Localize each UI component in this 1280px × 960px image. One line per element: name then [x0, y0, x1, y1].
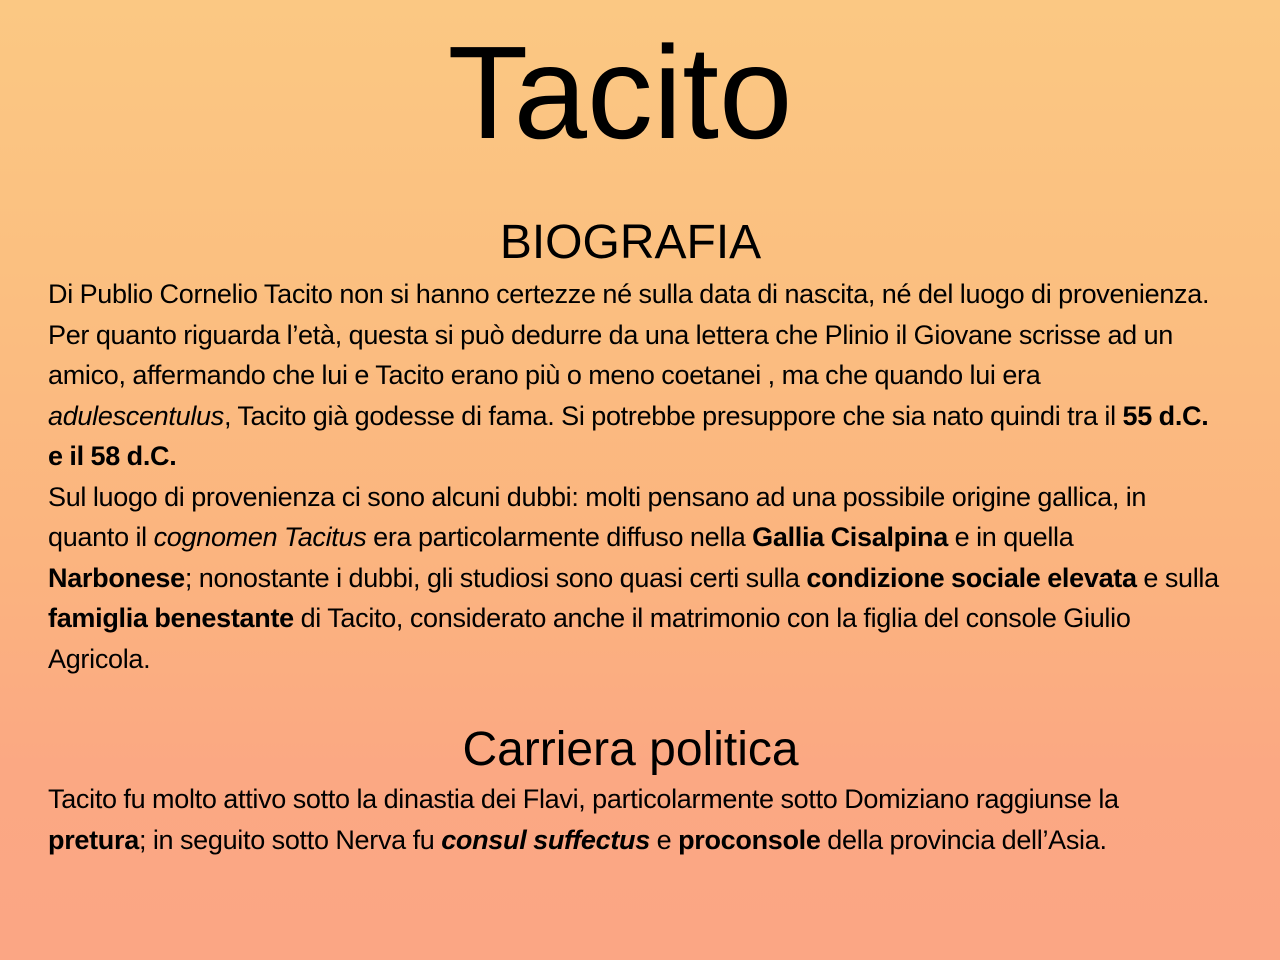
- text-run: Tacito fu molto attivo sotto la dinastia dei Flavi, particolarmente sotto Domiziano raggiunse la: [48, 784, 1119, 814]
- text-run: condizione sociale elevata: [806, 562, 1137, 593]
- text-run: e sulla: [1136, 562, 1219, 593]
- text-run: della provincia dell’Asia.: [820, 824, 1107, 855]
- biography-paragraph-2: [48, 477, 1223, 680]
- text-run: Narbonese: [48, 562, 185, 593]
- biography-heading: BIOGRAFIA: [499, 216, 762, 269]
- text-run: pretura: [48, 824, 139, 855]
- text-run: e in quella: [947, 522, 1074, 552]
- text-run: Sul luogo di provenienza ci sono alcuni dubbi: molti pensano ad una possibile origine gallica, in quanto il: [48, 481, 1147, 552]
- text-run: Gallia Cisalpina: [752, 522, 948, 552]
- text-run: cognomen Tacitus: [153, 522, 367, 552]
- text-run: era particolarmente diffuso nella: [366, 522, 753, 552]
- slide-title: Tacito: [447, 19, 793, 166]
- text-run: famiglia benestante: [48, 603, 294, 633]
- biography-paragraph-1: [48, 274, 1223, 477]
- text-run: ; in seguito sotto Nerva fu: [138, 824, 442, 855]
- text-run: Di Publio Cornelio Tacito non si hanno certezze né sulla data di nascita, né del luogo di provenienza. Per quanto riguarda l’età, questa si può dedurre da una lettera che Plinio il Giovane scrisse ad un amico, affermando che lui e Tacito erano più o meno coetanei , ma che quando lui era: [48, 279, 1210, 390]
- text-run: , Tacito già godesse di fama. Si potrebbe presuppore che sia nato quindi tra il: [223, 400, 1123, 431]
- text-run: consul suffectus: [441, 824, 650, 855]
- text-run: di Tacito, considerato anche il matrimonio con la figlia del console Giulio Agricola.: [48, 603, 1131, 674]
- text-run: ; nonostante i dubbi, gli studiosi sono quasi certi sulla: [184, 562, 807, 593]
- career-heading: Carriera politica: [462, 723, 799, 776]
- text-run: adulescentulus: [48, 400, 224, 431]
- section-spacer: [48, 679, 1223, 719]
- text-run: 55 d.C. e il 58 d.C.: [48, 400, 1209, 471]
- career-paragraph-1: [48, 779, 1223, 860]
- text-run: e: [649, 824, 679, 855]
- text-run: proconsole: [678, 824, 821, 855]
- slide-body: [48, 212, 1223, 860]
